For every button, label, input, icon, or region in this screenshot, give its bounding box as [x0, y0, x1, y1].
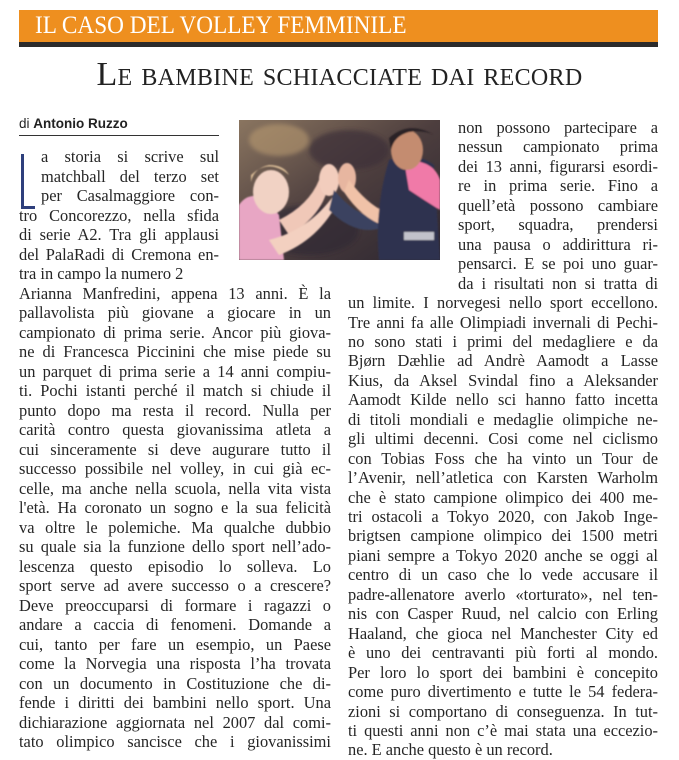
text-line: con Tobias Foss che ha vinto un Tour de	[348, 448, 658, 468]
text-line: padre-allenatore averlo «torturato», nel ten-	[348, 584, 658, 604]
text-line: quell’età possono cambiare	[458, 195, 658, 215]
text-line: sport, squadra, prendersi	[458, 215, 658, 235]
text-line: successo possibile nel volley, in cui già ec-	[19, 459, 331, 478]
text-line: di titoli mondiali e medaglie olimpiche ne-	[348, 409, 658, 429]
text-line: tato olimpico sancisce che i giovanissimi	[19, 732, 331, 751]
text-line: dei 13 anni, figurarsi esordi-	[458, 156, 658, 176]
text-line: Per loro lo sport dei bambini è concepito	[348, 662, 658, 682]
text-line: nessun campionato prima	[458, 137, 658, 157]
text-line: sport serve ad avere successo o a crescere?	[19, 576, 331, 595]
text-line: non possono partecipare a	[458, 118, 658, 137]
text-line: Kius, da Aksel Svindal fino a Aleksander	[348, 370, 658, 390]
text-line: tri ostacoli a Tokyo 2020, con Jakob Inge-	[348, 507, 658, 526]
text-line: un limite. I norvegesi nello sport eccellono.	[348, 293, 658, 313]
text-line: brigtsen campione olimpico dei 1500 metri	[348, 526, 658, 546]
text-line: da i risultati non si tratta di	[458, 273, 658, 293]
article-photo	[239, 120, 440, 260]
text-line: va oltre le polemiche. Ma qualche dubbio	[19, 517, 331, 537]
text-line: carità contro questa giovanissima atleta a	[19, 420, 331, 439]
section-kicker-bar	[19, 10, 658, 47]
byline-prefix: di	[19, 116, 30, 131]
text-line: Arianna Manfredini, appena 13 anni. È la	[19, 283, 331, 303]
text-line: re in prima serie. Fino a	[458, 176, 658, 196]
text-line: zioni si comportano di conseguenza. In tut-	[348, 701, 658, 721]
text-line: campionato di prima serie. Ancor più giova-	[19, 322, 331, 342]
text-line: dichiarazione aggiornata nel 2007 dal comi-	[19, 712, 331, 732]
text-line: nis con Casper Ruud, nel calcio con Erling	[348, 604, 658, 624]
text-line: è uno dei centravanti più forti al mondo.	[348, 643, 658, 663]
headline: Le bambine schiacciate dai record	[96, 56, 583, 93]
text-line: cui sinceramente si deve augurare tutto il	[19, 439, 331, 459]
text-line: piani sempre a Tokyo 2020 anche se oggi al	[348, 545, 658, 565]
text-line: pensarci. E se poi uno guar-	[458, 254, 658, 274]
text-line: ti. Pochi istanti perché il match si chiude il	[19, 381, 331, 400]
text-line: pallavolista più giovane a giocare in un	[19, 303, 331, 322]
text-line: come la Norvegia una risposta l’ha trovata	[19, 654, 331, 673]
section-kicker: IL CASO DEL VOLLEY FEMMINILE	[35, 12, 407, 39]
text-line: con un documento in Costituzione che di-	[19, 673, 331, 693]
text-line: no sono stati i primi del medagliere e da	[348, 331, 658, 351]
text-line: cui, tanto per fare un esempio, un Paese	[19, 634, 331, 654]
text-line: fende i diritti dei bambini nello sport. Una	[19, 693, 331, 712]
text-line: che è stato campione olimpico dei 400 me-	[348, 487, 658, 507]
text-line: a storia si scrive sul	[41, 147, 219, 166]
text-line: su quale sia la funzione dello sport nell’ado-	[19, 537, 331, 556]
text-line: ne. E anche questo è un record.	[348, 740, 553, 760]
text-line: ne di Francesca Piccinini che mise piede su	[19, 342, 331, 361]
text-line: una pausa o addirittura ri-	[458, 234, 658, 254]
text-line: Haaland, che gioca nel Manchester City ed	[348, 623, 658, 643]
text-line: tra in campo la numero 2	[19, 264, 184, 283]
text-line: del PalaRadi di Cremona en-	[19, 244, 219, 264]
drop-cap-L	[21, 154, 35, 210]
text-line: Tre anni fa alle Olimpiadi invernali di Pechi-	[348, 312, 658, 332]
text-line: Deve preoccuparsi di formare i ragazzi o	[19, 595, 331, 615]
text-line: matchball del terzo set	[41, 166, 219, 186]
volleyball-players-image	[239, 120, 440, 260]
text-line: l’Avenir, nell’atletica con Karsten Warholm	[348, 468, 658, 488]
byline	[19, 116, 219, 136]
text-line: gli ultimi decenni. Cosi come nel ciclismo	[348, 429, 658, 449]
text-line: l'età. Ha coronato un sogno e la sua felicità	[19, 498, 331, 517]
text-line: andare a caccia di fenomeni. Domande a	[19, 615, 331, 634]
text-line: punto dopo ma resta il record. Nulla per	[19, 400, 331, 420]
text-line: centro di un caso che lo vede accusare il	[348, 565, 658, 585]
text-line: celle, ma anche nella scuola, nella vita vista	[19, 478, 331, 498]
text-line: tro Concorezzo, nella sfida	[19, 205, 219, 225]
text-line: lescenza questo episodio lo solleva. Lo	[19, 556, 331, 576]
text-line: ti questi anni non c’è mai stata una eccezio-	[348, 720, 658, 740]
byline-author: Antonio Ruzzo	[33, 116, 128, 131]
text-line: Bjørn Dæhlie ad Andrè Aamodt a Lasse	[348, 351, 658, 371]
text-line: Aamodt Kilde nello sci hanno fatto incetta	[348, 390, 658, 410]
text-line: per Casalmaggiore con-	[41, 186, 219, 205]
text-line: come puro divertimento e tutte le 54 federa-	[348, 682, 658, 702]
text-line: un parquet di prima serie a 14 anni compiu-	[19, 361, 331, 381]
text-line: di serie A2. Tra gli applausi	[19, 225, 219, 244]
